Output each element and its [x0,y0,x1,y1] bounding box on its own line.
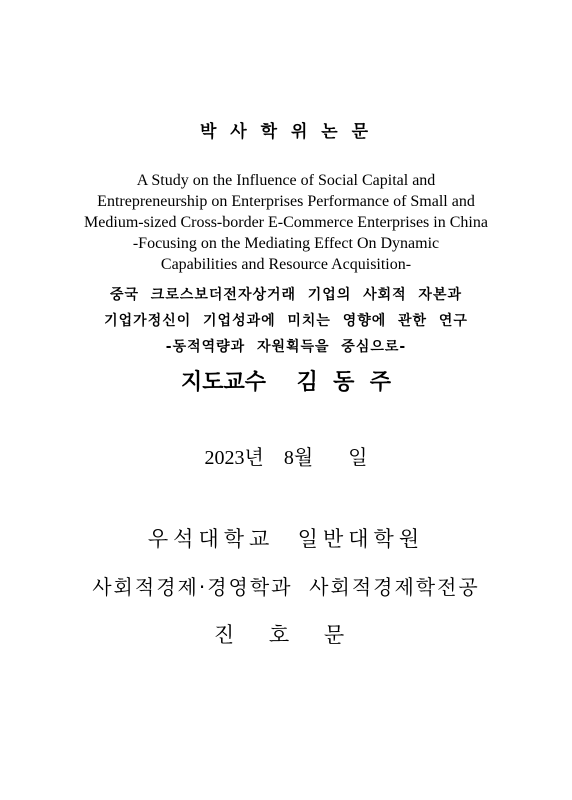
department-name: 사회적경제·경영학과 사회적경제학전공 [92,575,480,599]
korean-title-line-2: 기업가정신이 기업성과에 미치는 영향에 관한 연구 [104,313,468,329]
english-title-line-1: A Study on the Influence of Social Capital and [136,172,436,189]
advisor-name: 지도교수 김 동 주 [180,370,392,395]
english-title-line-4: -Focusing on the Mediating Effect On Dynamic [132,235,440,252]
degree-label: 박 사 학 위 논 문 [199,122,373,142]
korean-title-line-1: 중국 크로스보더전자상거래 기업의 사회적 자본과 [110,287,462,303]
korean-title-line-3: -동적역량과 자원획득을 중심으로- [165,339,407,355]
author-name: 진 호 문 [213,623,359,647]
university-name: 우석대학교 일반대학원 [147,527,425,551]
english-title-line-2: Entrepreneurship on Enterprises Performance of Small and [97,193,475,210]
english-title-line-5: Capabilities and Resource Acquisition- [160,256,412,273]
submission-date: 2023년 8월 일 [204,447,368,469]
english-title-line-3: Medium-sized Cross-border E-Commerce Enterprises in China [84,214,488,231]
